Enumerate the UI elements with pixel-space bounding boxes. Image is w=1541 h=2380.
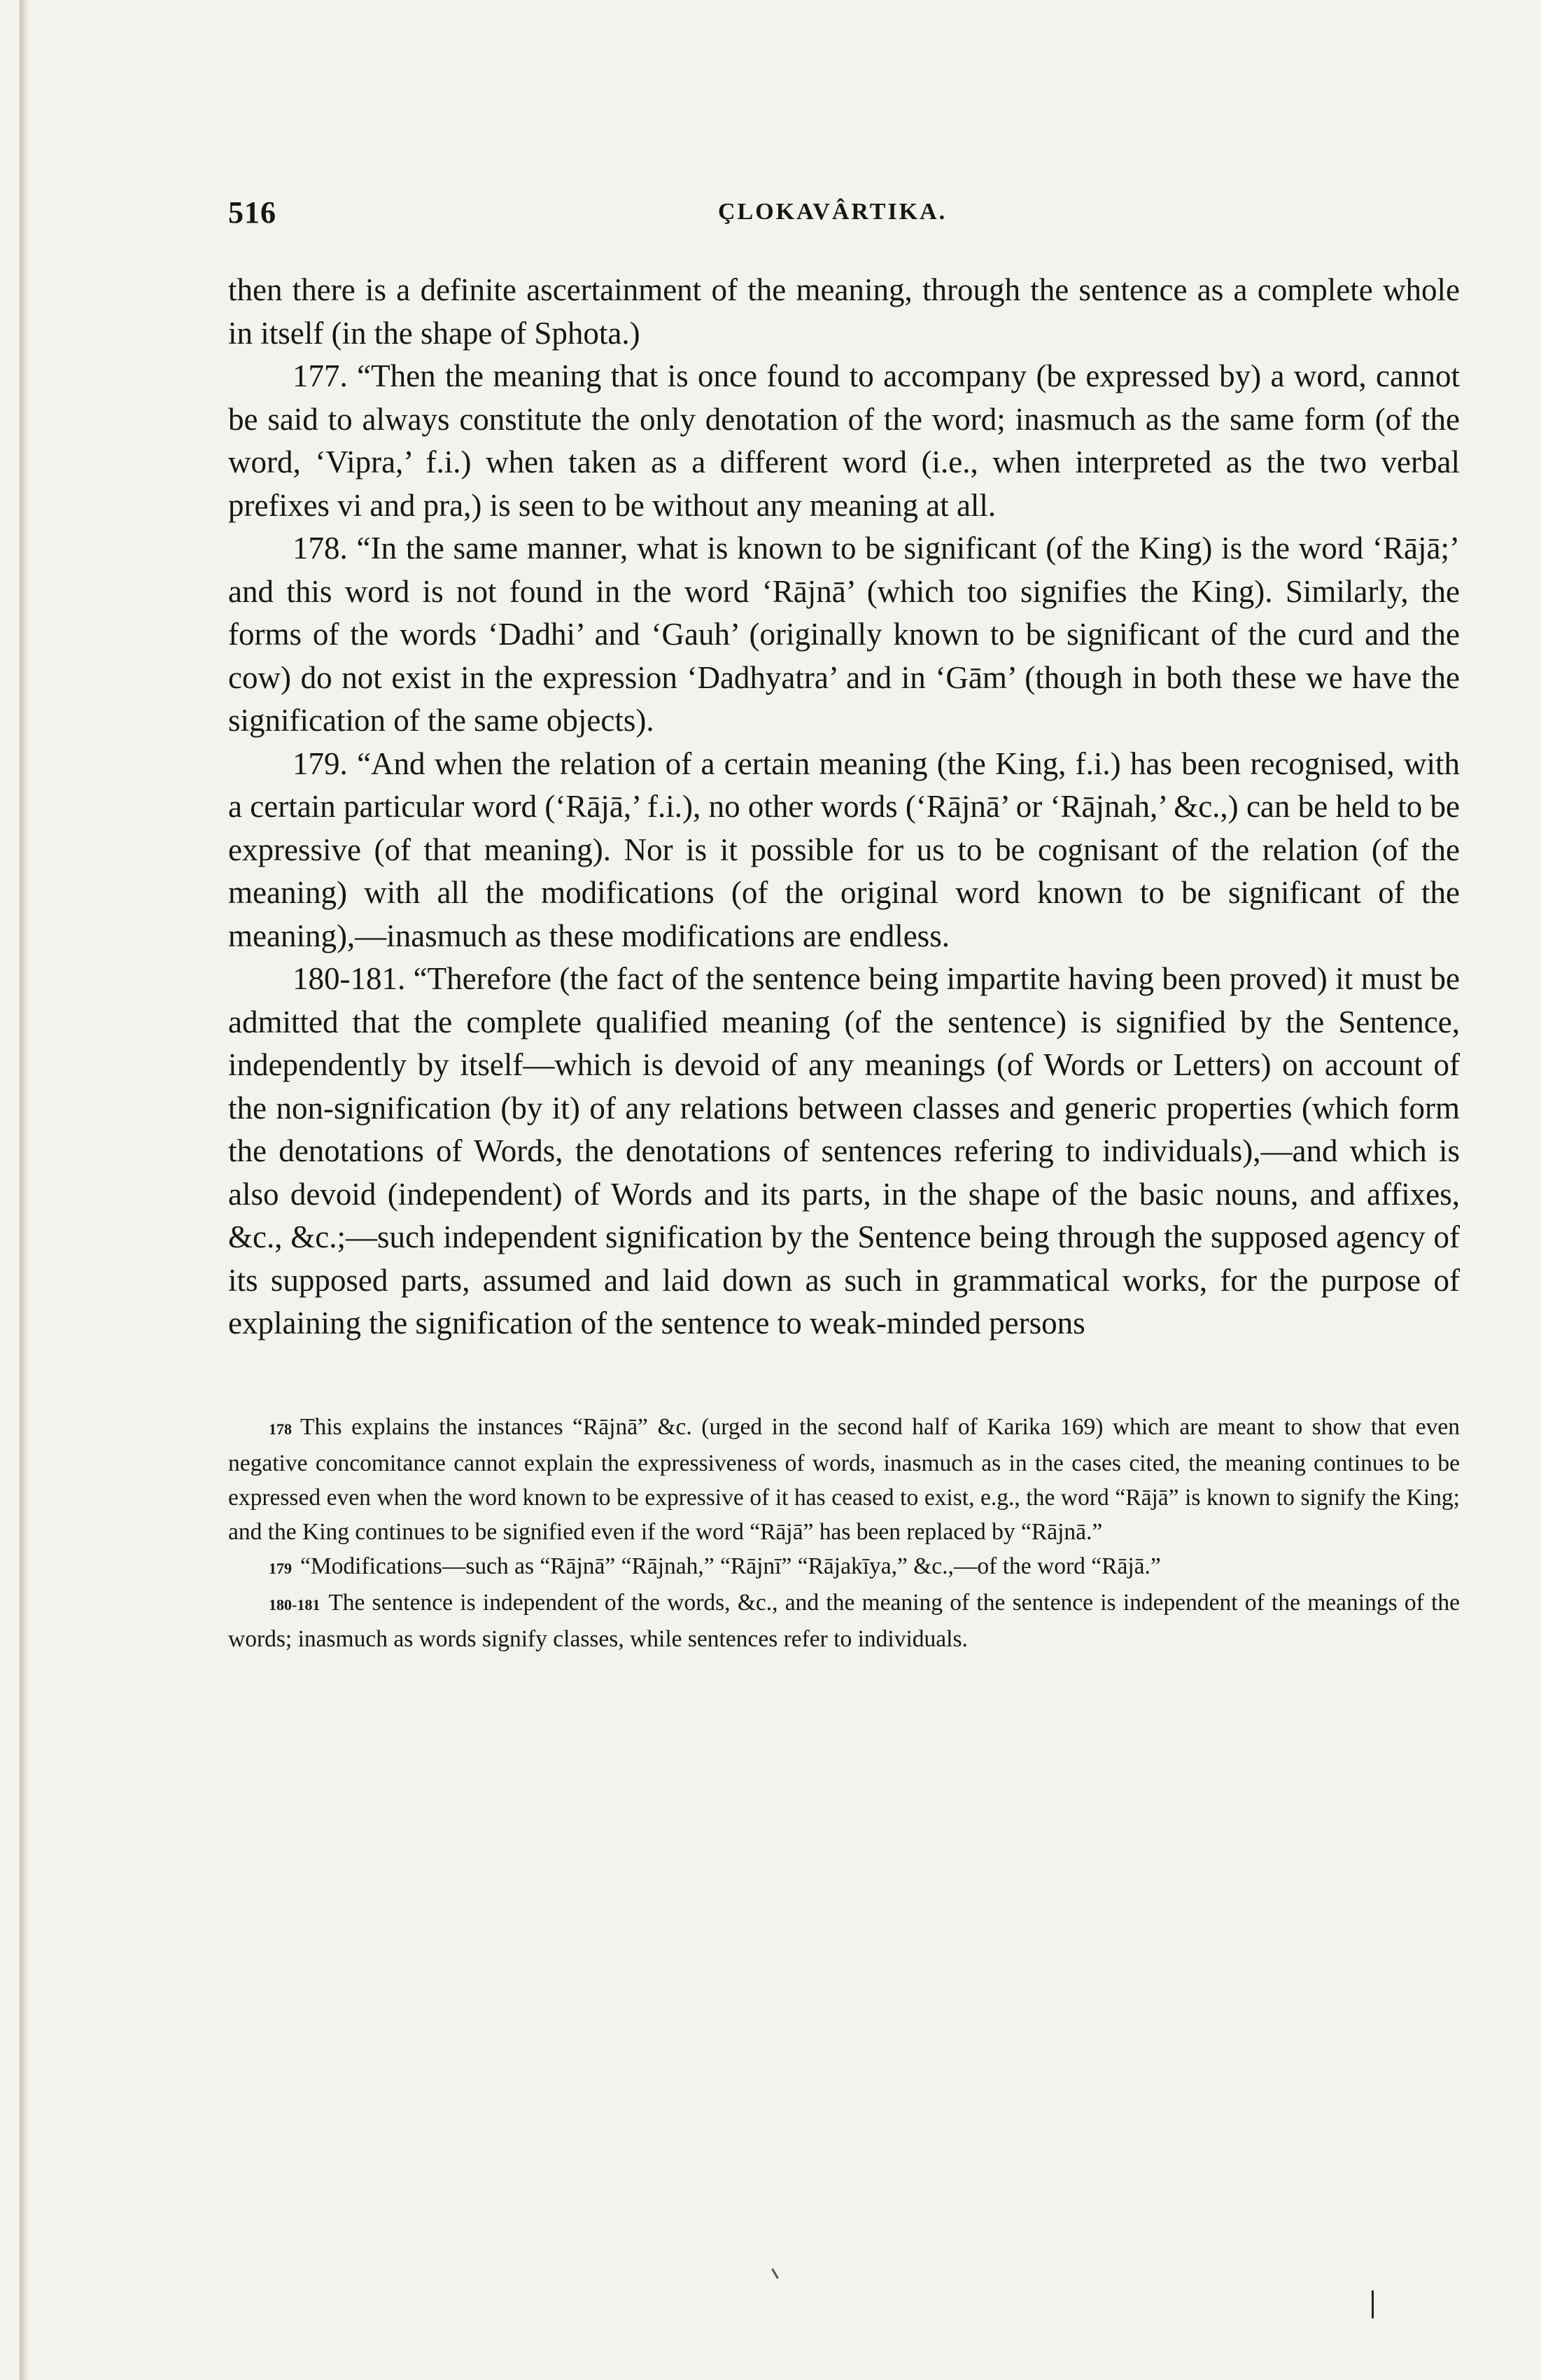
footnote-text: The sentence is independent of the words, &c., and the meaning of the sentence is independent of the meanings of the words; inasmuch as words signify classes, while sentences refer to individuals.: [228, 1589, 1460, 1652]
footnote-179: [228, 1549, 1460, 1586]
footnote-text: “Modifications—such as “Rājnā” “Rājnah,” “Rājnī” “Rājakīya,” &c.,—of the word “Rājā.”: [300, 1553, 1161, 1579]
paragraph-180-181: 180-181. “Therefore (the fact of the sentence being impartite having been proved) it must be admitted that the complete qualified meaning (of the sentence) is signified by the Sentence, independently by itself—which is devoid of any meanings (of Words or Letters) on account of the non-signification (by it) of any relations between classes and generic properties (which form the denotations of Words, the denotations of sentences refering to individuals),—and which is also devoid (independent) of Words and its parts, in the shape of the basic nouns, and affixes, &c., &c.;—such independent signification by the Sentence being through the supposed agency of its supposed parts, assumed and laid down as such in grammatical works, for the purpose of explaining the signification of the sentence to weak-minded persons: [228, 961, 1460, 1340]
paragraph-179: 179. “And when the relation of a certain meaning (the King, f.i.) has been recognised, with a certain particular word (‘Rājā,’ f.i.), no other words (‘Rājnā’ or ‘Rājnah,’ &c.,) can be held to be expressive (of that meaning). Nor is it possible for us to be cognisant of the relation (of the meaning) with all the modifications (of the original word known to be significant of the meaning),—inasmuch as these modifications are endless.: [228, 746, 1460, 953]
paragraph-177: 177. “Then the meaning that is once found to accompany (be expressed by) a word, cannot be said to always constitute the only denotation of the word; inasmuch as the same form (of the word, ‘Vipra,’ f.i.) when taken as a different word (i.e., when interpreted as the two verbal prefixes vi and pra,) is seen to be without any meaning at all.: [228, 358, 1460, 523]
footnotes: [228, 1410, 1460, 1656]
stray-mark: [771, 2268, 779, 2278]
paragraph-178: 178. “In the same manner, what is known to be significant (of the King) is the word ‘Rājā;’ and this word is not found in the word ‘Rājnā’ (which too signifies the King). Similarly, the forms of the words ‘Dadhi’ and ‘Gauh’ (originally known to be significant of the curd and the cow) do not exist in the expression ‘Dadhyatra’ and in ‘Gām’ (though in both these we have the signification of the same objects).: [228, 531, 1460, 738]
body-text: [228, 269, 1460, 1345]
footnote-text: This explains the instances “Rājnā” &c. (urged in the second half of Karika 169) which are meant to show that even negative concomitance cannot explain the expressiveness of words, inasmuch as in the cases cited, the meaning continues to be expressed even when the word known to be expressive of it has ceased to exist, e.g., the word “Rājā” is known to signify the King; and the King continues to be signified even if the word “Rājā” has been replaced by “Rājnā.”: [228, 1413, 1460, 1545]
binding-edge: [20, 0, 29, 2380]
book-page: [228, 195, 1460, 1656]
stray-mark: [1372, 2290, 1374, 2318]
footnote-number: 180-181: [269, 1595, 321, 1614]
running-title: ÇLOKAVÂRTIKA.: [718, 199, 948, 225]
footnote-178: [228, 1410, 1460, 1549]
running-head: [228, 195, 1460, 244]
footnote-number: 179: [269, 1559, 292, 1577]
footnote-number: 178: [269, 1420, 292, 1438]
paragraph-continuation: then there is a definite ascertainment of the meaning, through the sentence as a complete whole in itself (in the shape of Sphota.): [228, 272, 1460, 351]
page-number: 516: [228, 195, 276, 230]
footnote-180-181: [228, 1586, 1460, 1656]
